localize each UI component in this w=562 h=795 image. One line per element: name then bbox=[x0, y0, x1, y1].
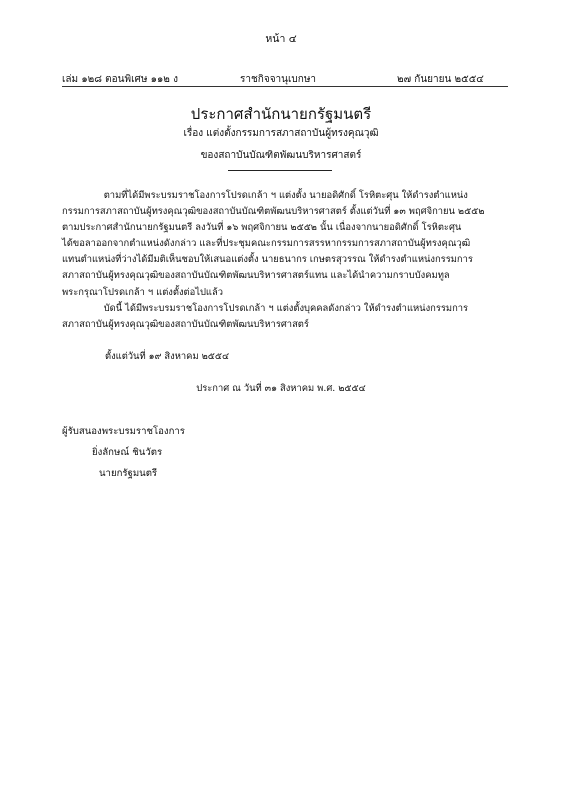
announcement-body bbox=[62, 188, 508, 333]
header-divider bbox=[62, 86, 508, 87]
body-line: ตามประกาศสำนักนายกรัฐมนตรี ลงวันที่ ๑๖ พฤศจิกายน ๒๕๕๒ นั้น เนื่องจากนายอดิศักดิ์ โรหิตะศุน bbox=[62, 222, 462, 234]
subject-line-1: เรื่อง แต่งตั้งกรรมการสภาสถาบันผู้ทรงคุณวุฒิ bbox=[183, 128, 379, 139]
body-line: ได้ขอลาออกจากตำแหน่งดังกล่าว และที่ประชุมคณะกรรมการสรรหากรรมการสภาสถาบันผู้ทรงคุณวุฒิ bbox=[62, 238, 471, 250]
body-line: แทนตำแหน่งที่ว่างได้มีมติเห็นชอบให้เสนอแต่งตั้ง นายธนากร เกษตรสุวรรณ ให้ดำรงตำแหน่งกรรมการ bbox=[62, 254, 473, 266]
body-line: บัดนี้ ได้มีพระบรมราชโองการโปรดเกล้า ฯ แต่งตั้งบุคคลดังกล่าว ให้ดำรงตำแหน่งกรรมการ bbox=[62, 302, 469, 314]
title-underline bbox=[228, 170, 332, 171]
body-line: กรรมการสภาสถาบันผู้ทรงคุณวุฒิของสถาบันบัณฑิตพัฒนบริหารศาสตร์ ตั้งแต่วันที่ ๑๓ พฤศจิกายน ๒๕๕๒ bbox=[62, 206, 485, 218]
announcement-title: ประกาศสำนักนายกรัฐมนตรี bbox=[190, 105, 372, 123]
gazette-date: ๒๗ กันยายน ๒๕๕๔ bbox=[397, 74, 484, 85]
body-line: ตามที่ได้มีพระบรมราชโองการโปรดเกล้า ฯ แต่งตั้ง นายอดิศักดิ์ โรหิตะศุน ให้ดำรงตำแหน่ง bbox=[62, 190, 468, 201]
page-number: หน้า ๔ bbox=[265, 33, 297, 45]
announcement-date: ประกาศ ณ วันที่ ๓๑ สิงหาคม พ.ศ. ๒๕๕๔ bbox=[196, 383, 366, 394]
gazette-volume-info: เล่ม ๑๒๘ ตอนพิเศษ ๑๑๒ ง bbox=[62, 74, 178, 85]
subject-line-2: ของสถาบันบัณฑิตพัฒนบริหารศาสตร์ bbox=[200, 150, 362, 161]
effective-date: ตั้งแต่วันที่ ๑๙ สิงหาคม ๒๕๕๔ bbox=[105, 351, 230, 362]
body-line: สภาสถาบันผู้ทรงคุณวุฒิของสถาบันบัณฑิตพัฒนบริหารศาสตร์แทน และได้นำความกราบบังคมทูล bbox=[62, 270, 450, 282]
countersign-label: ผู้รับสนองพระบรมราชโองการ bbox=[62, 426, 185, 437]
signatory-position: นายกรัฐมนตรี bbox=[99, 468, 158, 479]
signatory-name: ยิ่งลักษณ์ ชินวัตร bbox=[92, 447, 163, 458]
body-line: สภาสถาบันผู้ทรงคุณวุฒิของสถาบันบัณฑิตพัฒนบริหารศาสตร์ bbox=[62, 318, 309, 330]
body-line: พระกรุณาโปรดเกล้า ฯ แต่งตั้งต่อไปแล้ว bbox=[62, 286, 223, 298]
gazette-name: ราชกิจจานุเบกษา bbox=[240, 74, 317, 85]
